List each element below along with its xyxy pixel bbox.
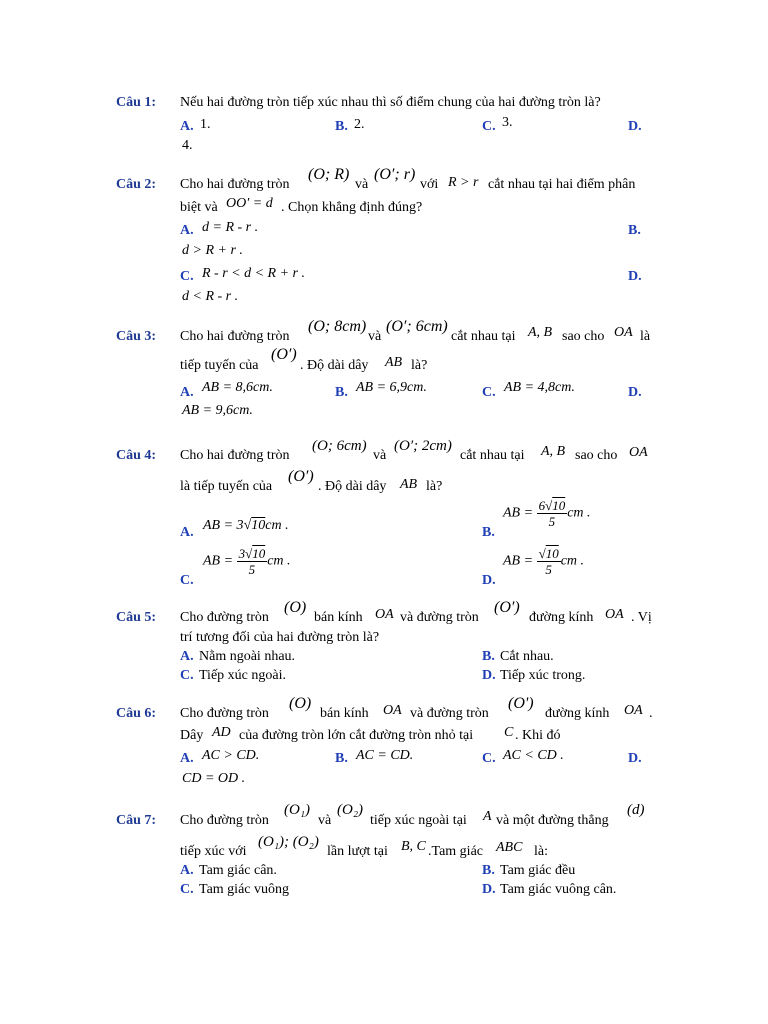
math-circle-o2-2cm: (O′; 2cm) — [394, 438, 452, 454]
option-letter-a[interactable]: A. — [180, 223, 194, 238]
stem-text: . Vị — [631, 610, 652, 625]
stem-text: . Độ dài dây — [318, 479, 387, 494]
stem-text: tiếp xúc ngoài tại — [370, 813, 467, 828]
option-letter-d[interactable]: D. — [482, 882, 496, 897]
option-a-text[interactable]: AB = 8,6cm. — [202, 380, 273, 395]
stem-text: . Chọn khẳng định đúng? — [281, 200, 423, 215]
option-b-text[interactable]: Tam giác đều — [500, 863, 576, 878]
math-segment: AB — [400, 477, 418, 492]
stem-text: Cho đường tròn — [180, 610, 269, 625]
math-point: A — [483, 809, 492, 824]
stem-text: cắt nhau tại — [451, 329, 516, 344]
math-distance: OO′ = d — [226, 196, 273, 211]
option-letter-d[interactable]: D. — [482, 573, 496, 588]
option-a-text[interactable]: Nằm ngoài nhau. — [199, 649, 296, 664]
option-letter-b[interactable]: B. — [482, 863, 495, 878]
option-d-text[interactable]: 4. — [182, 138, 193, 153]
stem-text: và — [318, 813, 332, 828]
question-number: Câu 2: — [116, 177, 157, 192]
stem-text: lần lượt tại — [327, 844, 388, 859]
option-letter-c[interactable]: C. — [180, 573, 194, 588]
math-segment: OA — [629, 445, 648, 460]
math-circle: (O) — [289, 695, 312, 712]
math-points: A, B — [541, 444, 566, 459]
stem-text: là — [640, 329, 651, 344]
option-b-math[interactable]: AB = $\frac{6√10}{5}$ cm . — [503, 498, 591, 529]
math-segment: OA — [624, 703, 643, 718]
option-letter-d[interactable]: D. — [628, 269, 642, 284]
stem-text: trí tương đối của hai đường tròn là? — [180, 630, 380, 645]
stem-text: và một đường thẳng — [496, 813, 609, 828]
stem-text: Cho hai đường tròn — [180, 329, 290, 344]
option-c-math[interactable]: AB = $\frac{3√10}{5}$ cm . — [203, 546, 291, 577]
option-letter-d[interactable]: D. — [628, 119, 642, 134]
stem-text: bán kính — [314, 610, 363, 625]
option-b-text[interactable]: 2. — [354, 117, 365, 132]
question-number: Câu 7: — [116, 813, 157, 828]
option-letter-a[interactable]: A. — [180, 385, 194, 400]
stem-text: . — [649, 706, 653, 721]
question-number: Câu 6: — [116, 706, 157, 721]
stem-text: Cho hai đường tròn — [180, 177, 290, 192]
stem-text: đường kính — [529, 610, 594, 625]
option-c-text[interactable]: R - r < d < R + r . — [202, 266, 306, 281]
fraction: $\frac{3√10}{5}$ — [238, 546, 266, 577]
question-number: Câu 3: — [116, 329, 157, 344]
math-segment: AD — [212, 725, 231, 740]
math-circle-o2: (O₂) — [337, 802, 364, 818]
option-a-math[interactable]: AB = 3√10cm . — [203, 518, 289, 533]
option-a-text[interactable]: Tam giác cân. — [199, 863, 277, 878]
option-d-math[interactable]: AB = $\frac{√10}{5}$ cm . — [503, 546, 585, 577]
option-letter-c[interactable]: C. — [482, 385, 496, 400]
stem-text: sao cho — [575, 448, 618, 463]
math-circle-o-6cm: (O; 6cm) — [312, 438, 367, 454]
question-number: Câu 4: — [116, 448, 157, 463]
option-letter-c[interactable]: C. — [180, 269, 194, 284]
option-b-text[interactable]: AC = CD. — [356, 748, 414, 763]
option-letter-c[interactable]: C. — [482, 751, 496, 766]
math-point: C — [504, 725, 514, 740]
option-d-text[interactable]: Tam giác vuông cân. — [500, 882, 617, 897]
option-letter-b[interactable]: B. — [628, 223, 641, 238]
option-c-text[interactable]: Tiếp xúc ngoài. — [199, 668, 286, 683]
stem-text: với — [420, 177, 439, 192]
fraction: $\frac{6√10}{5}$ — [538, 498, 566, 529]
option-letter-d[interactable]: D. — [628, 385, 642, 400]
option-letter-c[interactable]: C. — [482, 119, 496, 134]
option-letter-b[interactable]: B. — [335, 751, 348, 766]
math-segment: OA — [605, 607, 624, 622]
math-circle: (O′) — [494, 599, 520, 616]
stem-text: Dây — [180, 728, 204, 743]
stem-text: và đường tròn — [400, 610, 479, 625]
option-letter-a[interactable]: A. — [180, 525, 194, 540]
math-circle: (O′) — [271, 346, 297, 363]
stem-text: và — [368, 329, 382, 344]
stem-text: cắt nhau tại hai điểm phân — [488, 177, 636, 192]
question-number: Câu 1: — [116, 95, 157, 110]
option-a-text[interactable]: AC > CD. — [202, 748, 260, 763]
math-points: B, C — [401, 839, 426, 854]
option-d-text[interactable]: d < R - r . — [182, 289, 239, 304]
option-a-text[interactable]: d = R - r . — [202, 220, 259, 235]
math-triangle: ABC — [496, 840, 523, 855]
math-circle-o1: (O₁) — [284, 802, 311, 818]
stem-text: của đường tròn lớn cắt đường tròn nhỏ tại — [239, 728, 474, 743]
option-c-text[interactable]: AB = 4,8cm. — [504, 380, 575, 395]
option-letter-b[interactable]: B. — [335, 119, 348, 134]
stem-text: Cho đường tròn — [180, 706, 269, 721]
math-circle-o-8cm: (O; 8cm) — [308, 318, 367, 335]
stem-text: Cho hai đường tròn — [180, 448, 290, 463]
math-segment: OA — [375, 607, 394, 622]
option-letter-b[interactable]: B. — [482, 525, 495, 540]
option-d-text[interactable]: AB = 9,6cm. — [182, 403, 253, 418]
math-segment: OA — [383, 703, 402, 718]
stem-text: và đường tròn — [410, 706, 489, 721]
option-c-text[interactable]: 3. — [502, 115, 513, 130]
option-letter-c[interactable]: C. — [180, 668, 194, 683]
question-stem: Nếu hai đường tròn tiếp xúc nhau thì số điểm chung của hai đường tròn là? — [180, 95, 601, 110]
option-letter-a[interactable]: A. — [180, 863, 194, 878]
stem-text: tiếp xúc với — [180, 844, 247, 859]
stem-text: biệt và — [180, 200, 218, 215]
option-letter-a[interactable]: A. — [180, 649, 194, 664]
math-circle: (O') — [508, 695, 534, 712]
option-a-text[interactable]: 1. — [200, 117, 211, 132]
stem-text: đường kính — [545, 706, 610, 721]
math-circle-o2-6cm: (O′; 6cm) — [386, 318, 448, 335]
math-circle-o-r: (O; R) — [308, 166, 350, 183]
option-b-text[interactable]: d > R + r . — [182, 243, 243, 258]
stem-text: là? — [426, 479, 443, 494]
math-circles: (O₁); (O₂) — [258, 834, 319, 850]
stem-text: . Độ dài dây — [300, 358, 369, 373]
math-segment: AB — [385, 355, 403, 370]
stem-text: cắt nhau tại — [460, 448, 525, 463]
math-points: A, B — [528, 325, 553, 340]
question-number: Câu 5: — [116, 610, 157, 625]
math-inequality: R > r — [448, 175, 479, 190]
stem-text: và — [355, 177, 369, 192]
stem-text: là tiếp tuyến của — [180, 479, 273, 494]
option-c-text[interactable]: Tam giác vuông — [199, 882, 289, 897]
stem-text: .Tam giác — [428, 844, 483, 859]
option-c-text[interactable]: AC < CD . — [503, 748, 564, 763]
option-d-text[interactable]: CD = OD . — [182, 771, 246, 786]
math-circle: (O′) — [288, 468, 314, 485]
option-b-text[interactable]: Cắt nhau. — [500, 649, 554, 664]
math-circle-o2-r: (O′; r) — [374, 166, 416, 183]
math-line-d: (d) — [627, 802, 645, 818]
option-letter-b[interactable]: B. — [482, 649, 495, 664]
stem-text: Cho đường tròn — [180, 813, 269, 828]
option-b-text[interactable]: AB = 6,9cm. — [356, 380, 427, 395]
option-letter-a[interactable]: A. — [180, 119, 194, 134]
math-segment: OA — [614, 325, 633, 340]
option-letter-d[interactable]: D. — [482, 668, 496, 683]
stem-text: là: — [534, 844, 548, 859]
option-letter-a[interactable]: A. — [180, 751, 194, 766]
stem-text: là? — [411, 358, 428, 373]
stem-text: . Khi đó — [515, 728, 561, 743]
option-d-text[interactable]: Tiếp xúc trong. — [500, 668, 586, 683]
math-circle: (O) — [284, 599, 307, 616]
option-letter-c[interactable]: C. — [180, 882, 194, 897]
stem-text: tiếp tuyến của — [180, 358, 259, 373]
fraction: $\frac{√10}{5}$ — [538, 546, 559, 577]
stem-text: và — [373, 448, 387, 463]
option-letter-b[interactable]: B. — [335, 385, 348, 400]
stem-text: sao cho — [562, 329, 605, 344]
stem-text: bán kính — [320, 706, 369, 721]
option-letter-d[interactable]: D. — [628, 751, 642, 766]
